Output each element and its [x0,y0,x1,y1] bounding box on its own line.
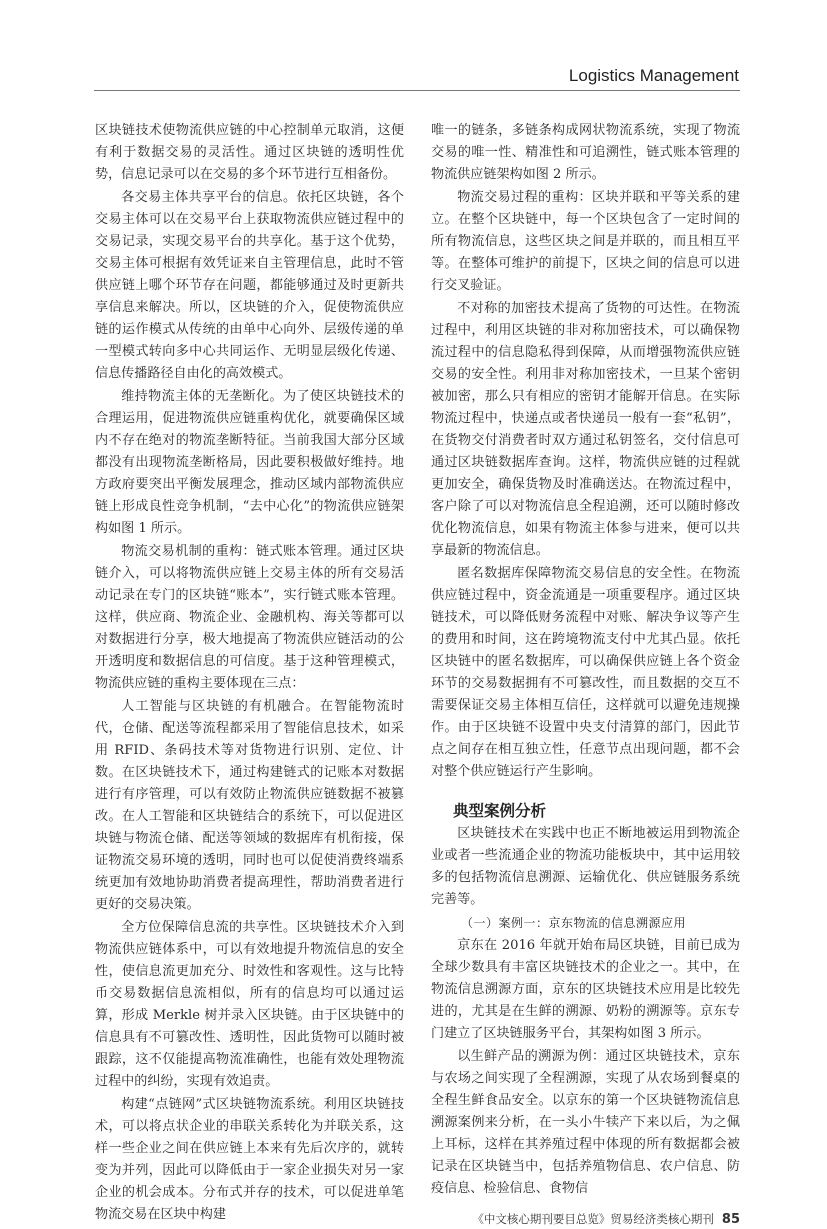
right-column [431,120,740,1229]
page-footer [431,1210,740,1229]
paragraph: 区块链技术使物流供应链的中心控制单元取消，这便有利于数据交易的灵活性。通过区块链的透明性优势，信息记录可以在交易的多个环节进行互相备份。 [95,123,404,182]
paragraph: 物流交易过程的重构：区块并联和平等关系的建立。在整个区块链中，每一个区块包含了一定时间的所有物流信息，这些区块之间是并联的，而且相互平等。在整体可维护的前提下，区块之间的信息可以进行交叉验证。 [431,190,740,293]
paragraph: 物流交易机制的重构：链式账本管理。通过区块链介入，可以将物流供应链上交易主体的所有交易活动记录在专门的区块链“账本”，实行链式账本管理。这样，供应商、物流企业、金融机构、海关等都可以对数据进行分享，极大地提高了物流供应链活动的公开透明度和数据信息的可信度。基于这种管理模式，物流供应链的重构主要体现在三点： [95,544,404,691]
paragraph: 以生鲜产品的溯源为例：通过区块链技术，京东与农场之间实现了全程溯源，实现了从农场到餐桌的全程生鲜食品安全。以京东的第一个区块链物流信息溯源案例来分析，在一头小牛犊产下来以后，为之佩上耳标，这样在其养殖过程中体现的所有数据都会被记录在区块链当中，包括养殖物信息、农户信息、防疫信息、检验信息、食物信 [431,1049,740,1196]
left-column [95,120,404,1227]
footer-journal: 《中文核心期刊要目总览》贸易经济类核心期刊 [472,1212,714,1226]
section-heading: 典型案例分析 [453,802,547,820]
paragraph: 全方位保障信息流的共享性。区块链技术介入到物流供应链体系中，可以有效地提升物流信息的安全性，使信息流更加充分、时效性和客观性。这与比特币交易数据信息流相似，所有的信息均可以通过运算，形成 Merkle 树并录入区块链。由于区块链中的信息具有不可篡改性、透明性，因此货物可以随时被跟踪，这不仅能提高物流准确性，也能有效处理物流过程中的纠纷，实现有效追责。 [95,920,404,1089]
header-divider [94,90,740,91]
paragraph: 维持物流主体的无垄断化。为了使区块链技术的合理运用，促进物流供应链重构优化，就要确保区域内不存在绝对的物流垄断特征。当前我国大部分区域都没有出现物流垄断格局，因此要积极做好维持。地方政府要突出平衡发展理念，推动区域内部物流供应链上形成良性竞争机制，“去中心化”的物流供应链架构如图 1 所示。 [95,389,404,536]
paragraph: 构建“点链网”式区块链物流系统。利用区块链技术，可以将点状企业的串联关系转化为并联关系，这样一些企业之间在供应链上本来有先后次序的，就转变为并列，因此可以降低由于一家企业损失对另一家企业的机会成本。分布式并存的技术，可以促进单笔物流交易在区块中构建 [95,1097,404,1222]
paragraph: 唯一的链条，多链条构成网状物流系统，实现了物流交易的唯一性、精准性和可追溯性，链式账本管理的物流供应链架构如图 2 所示。 [431,123,740,182]
paragraph: 京东在 2016 年就开始布局区块链，目前已成为全球少数具有丰富区块链技术的企业之一。其中，在物流信息溯源方面，京东的区块链技术应用是比较先进的，尤其是在生鲜的溯源、奶粉的溯源等。京东专门建立了区块链服务平台，其架构如图 3 所示。 [431,938,740,1041]
sub-heading: （一）案例一：京东物流的信息溯源应用 [461,916,687,930]
paragraph: 匿名数据库保障物流交易信息的安全性。在物流供应链过程中，资金流通是一项重要程序。通过区块链技术，可以降低财务流程中对账、解决争议等产生的费用和时间，这在跨境物流支付中尤其凸显。依托区块链中的匿名数据库，可以确保供应链上各个资金环节的交易数据拥有不可篡改性，而且数据的交互不需要保证交易主体相互信任，这样就可以避免违规操作。由于区块链不设置中央支付清算的部门，因此节点之间存在相互独立性，任意节点出现问题，都不会对整个供应链运行产生影响。 [431,566,740,779]
running-header-title: Logistics Management [568,66,739,85]
paragraph: 各交易主体共享平台的信息。依托区块链，各个交易主体可以在交易平台上获取物流供应链过程中的交易记录，实现交易平台的共享化。基于这个优势，交易主体可根据有效凭证来自主管理信息，此时不管供应链上哪个环节存在问题，都能够通过及时更新共享信息来解决。所以，区块链的介入，促使物流供应链的运作模式从传统的由单中心向外、层级传递的单一型模式转向多中心共同运作、无明显层级化传递、信息传播路径自由化的高效模式。 [95,190,404,381]
paragraph: 区块链技术在实践中也正不断地被运用到物流企业或者一些流通企业的物流功能板块中，其中运用较多的包括物流信息溯源、运输优化、供应链服务系统完善等。 [431,826,740,907]
paragraph: 不对称的加密技术提高了货物的可达性。在物流过程中，利用区块链的非对称加密技术，可以确保物流过程中的信息隐私得到保障，从而增强物流供应链交易的安全性。利用非对称加密技术，一旦某个密钥被加密，那么只有相应的密钥才能解开信息。在实际物流过程中，快递点或者快递员一般有一套“私钥”，在货物交付消费者时双方通过私钥签名，交付信息可通过区块链数据库查询。这样，物流供应链的过程就更加安全，确保货物及时准确送达。在物流过程中，客户除了可以对物流信息全程追溯，还可以随时修改优化物流信息，如果有物流主体参与进来，便可以共享最新的物流信息。 [431,301,740,558]
paragraph: 人工智能与区块链的有机融合。在智能物流时代，仓储、配送等流程都采用了智能信息技术，如采用 RFID、条码技术等对货物进行识别、定位、计数。在区块链技术下，通过构建链式的记账本对数据进行有序管理，可以有效防止物流供应链数据不被篡改。在人工智能和区块链结合的系统下，可以促进区块链与物流仓储、配送等领域的数据库有机衔接，保证物流交易环境的透明，同时也可以促使消费终端系统更加有效地协助消费者提高理性，帮助消费者进行更好的交易决策。 [95,699,404,912]
page-number: 85 [721,1212,740,1227]
